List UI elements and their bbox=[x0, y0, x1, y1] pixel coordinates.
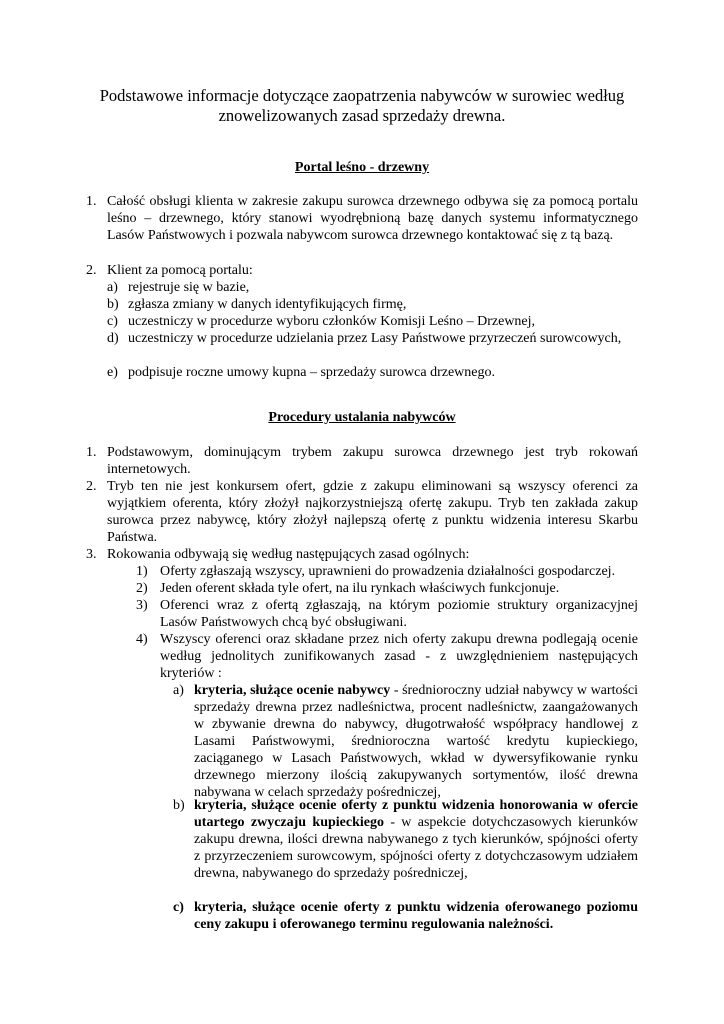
criterion-letter: c) bbox=[173, 900, 184, 915]
list-item: Klient za pomocą portalu: bbox=[107, 263, 253, 278]
sublist-letter: b) bbox=[107, 297, 119, 312]
sublist-item: uczestniczy w procedurze udzielania przez Lasy Państwowe przyrzeczeń surowcowych, bbox=[128, 331, 622, 346]
criterion-item bbox=[194, 682, 638, 801]
criterion-item bbox=[194, 899, 638, 933]
criterion-bold: kryteria, służące ocenie oferty z punktu widzenia oferowanego poziomu ceny zakupu i oferowanego terminu regulowania należności. bbox=[194, 900, 638, 932]
sublist-letter: e) bbox=[107, 365, 118, 380]
list-number: 2. bbox=[86, 479, 97, 494]
sublist-letter: a) bbox=[107, 280, 118, 295]
rule-number: 1) bbox=[136, 564, 148, 579]
sublist-item: zgłasza zmiany w danych identyfikujących firmę, bbox=[128, 297, 407, 312]
criterion-item bbox=[194, 797, 638, 882]
sublist-letter: c) bbox=[107, 314, 118, 329]
criterion-letter: a) bbox=[173, 683, 184, 698]
rule-item: Wszyscy oferenci oraz składane przez nich oferty zakupu drewna podlegają ocenie według jednolitych zunifikowanych zasad - z uwzględnieniem następujących kryteriów : bbox=[160, 632, 638, 681]
sublist-letter: d) bbox=[107, 331, 119, 346]
list-number: 1. bbox=[86, 445, 97, 460]
list-item: Całość obsługi klienta w zakresie zakupu surowca drzewnego odbywa się za pomocą portalu leśno – drzewnego, który stanowi wyodrębnioną bazę danych systemu informatycznego Lasów Państwowych i pozwala nabywcom surowca drzewnego kontaktować się z tą bazą. bbox=[107, 194, 638, 243]
criterion-bold: kryteria, służące ocenie oferty z punktu widzenia honorowania w ofercie utartego zwyczaju kupieckiego bbox=[194, 798, 638, 830]
rule-item: Oferty zgłaszają wszyscy, uprawnieni do prowadzenia działalności gospodarczej. bbox=[160, 564, 616, 579]
list-number: 1. bbox=[86, 194, 97, 209]
list-item: Rokowania odbywają się według następujących zasad ogólnych: bbox=[107, 547, 470, 562]
criterion-bold: kryteria, służące ocenie nabywcy bbox=[194, 683, 391, 698]
section-heading-procedures: Procedury ustalania nabywców bbox=[268, 410, 456, 425]
sublist-item: rejestruje się w bazie, bbox=[128, 280, 250, 295]
list-number: 2. bbox=[86, 263, 97, 278]
criterion-letter: b) bbox=[173, 798, 185, 813]
section-heading-portal: Portal leśno - drzewny bbox=[294, 160, 430, 175]
list-number: 3. bbox=[86, 547, 97, 562]
rule-item: Oferenci wraz z ofertą zgłaszają, na którym poziomie struktury organizacyjnej Lasów Państwowych chcą być obsługiwani. bbox=[160, 598, 638, 630]
document-title bbox=[60, 86, 664, 126]
criterion-text: - średnioroczny udział nabywcy w wartości sprzedaży drewna przez nadleśnictwa, procent nadleśnictw, zaangażowanych w zbywanie drewna do nabywcy, długotrwałość współpracy handlowej z Lasami Państwowymi, średnioroczna wartość kredytu kupieckiego, zaciąganego w Lasach Państwowych, wkład w dywersyfikowanie rynku drzewnego mierzony ilością zakupywanych sortymentów, ilość drewna nabywana w celach sprzedaży pośredniczej, bbox=[194, 683, 639, 800]
rule-number: 4) bbox=[136, 632, 148, 647]
rule-number: 2) bbox=[136, 581, 148, 596]
criterion-text: - w aspekcie dotychczasowych kierunków zakupu drewna, ilości drewna nabywanego z tych kierunków, spójności oferty z przyrzeczeniem surowcowym, spójności oferty z dotychczasowym udziałem drewna, nabywanego do sprzedaży pośredniczej, bbox=[194, 815, 639, 881]
rule-number: 3) bbox=[136, 598, 148, 613]
title-line-1: Podstawowe informacje dotyczące zaopatrzenia nabywców w surowiec według bbox=[99, 86, 625, 105]
sublist-item: uczestniczy w procedurze wyboru członków Komisji Leśno – Drzewnej, bbox=[128, 314, 536, 329]
sublist-item: podpisuje roczne umowy kupna – sprzedaży surowca drzewnego. bbox=[128, 365, 495, 380]
rule-item: Jeden oferent składa tyle ofert, na ilu rynkach właściwych funkcjonuje. bbox=[160, 581, 560, 596]
title-line-2: znowelizowanych zasad sprzedaży drewna. bbox=[218, 106, 506, 125]
list-item: Podstawowym, dominującym trybem zakupu surowca drzewnego jest tryb rokowań internetowych. bbox=[107, 445, 638, 477]
list-item: Tryb ten nie jest konkursem ofert, gdzie z zakupu eliminowani są wszyscy oferenci za wyjątkiem oferenta, który złożył najkorzystniejszą ofertę zakupu. Tryb ten zakłada zakup surowca przez nabywcę, który złożył najlepszą ofertę z punktu widzenia interesu Skarbu Państwa. bbox=[107, 479, 638, 545]
